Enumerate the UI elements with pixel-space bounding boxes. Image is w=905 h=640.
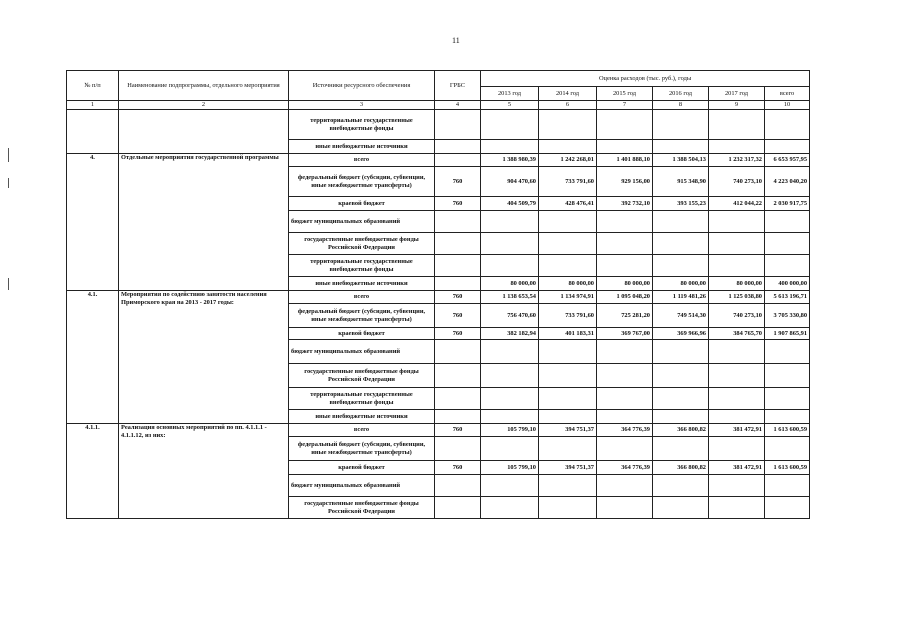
year-value bbox=[709, 437, 765, 461]
year-value: 80 000,00 bbox=[539, 277, 597, 291]
year-value bbox=[597, 340, 653, 364]
grbs-code bbox=[435, 388, 481, 410]
year-value bbox=[481, 364, 539, 388]
column-number: 4 bbox=[435, 101, 481, 110]
year-value: 749 514,30 bbox=[653, 304, 709, 328]
total-value: 400 000,00 bbox=[765, 277, 810, 291]
grbs-code bbox=[435, 497, 481, 519]
year-value: 80 000,00 bbox=[481, 277, 539, 291]
row-title: Реализация основных мероприятий по пп. 4.1.1.1 - 4.1.1.12, из них: bbox=[119, 424, 289, 519]
year-value: 105 799,10 bbox=[481, 461, 539, 475]
year-value: 381 472,91 bbox=[709, 461, 765, 475]
funding-source: территориальные государственные внебюджетные фонды bbox=[289, 255, 435, 277]
year-value: 1 134 974,91 bbox=[539, 291, 597, 304]
year-value bbox=[597, 110, 653, 140]
column-number: 10 bbox=[765, 101, 810, 110]
header-year: 2015 год bbox=[597, 87, 653, 101]
header-year: 2013 год bbox=[481, 87, 539, 101]
grbs-code bbox=[435, 340, 481, 364]
column-number: 5 bbox=[481, 101, 539, 110]
year-value bbox=[481, 388, 539, 410]
grbs-code: 760 bbox=[435, 461, 481, 475]
funding-source: краевой бюджет bbox=[289, 197, 435, 211]
total-value bbox=[765, 475, 810, 497]
year-value bbox=[653, 364, 709, 388]
year-value bbox=[709, 388, 765, 410]
funding-source: территориальные государственные внебюджетные фонды bbox=[289, 388, 435, 410]
funding-source: краевой бюджет bbox=[289, 461, 435, 475]
funding-source: иные внебюджетные источники bbox=[289, 410, 435, 424]
year-value bbox=[709, 255, 765, 277]
year-value: 364 776,39 bbox=[597, 424, 653, 437]
grbs-code bbox=[435, 154, 481, 167]
funding-source: краевой бюджет bbox=[289, 328, 435, 340]
year-value: 80 000,00 bbox=[653, 277, 709, 291]
year-value: 394 751,37 bbox=[539, 461, 597, 475]
year-value bbox=[539, 437, 597, 461]
year-value bbox=[481, 437, 539, 461]
total-value: 2 030 917,75 bbox=[765, 197, 810, 211]
expenditure-table bbox=[66, 70, 810, 519]
row-number: 4. bbox=[67, 154, 119, 291]
year-value bbox=[597, 140, 653, 154]
year-value: 381 472,91 bbox=[709, 424, 765, 437]
year-value: 904 470,60 bbox=[481, 167, 539, 197]
margin-mark bbox=[8, 178, 9, 188]
year-value bbox=[539, 140, 597, 154]
funding-source: иные внебюджетные источники bbox=[289, 277, 435, 291]
year-value: 1 125 038,80 bbox=[709, 291, 765, 304]
year-value: 756 470,60 bbox=[481, 304, 539, 328]
year-value bbox=[597, 364, 653, 388]
year-value: 401 183,31 bbox=[539, 328, 597, 340]
funding-source: всего bbox=[289, 291, 435, 304]
header-year: 2014 год bbox=[539, 87, 597, 101]
year-value bbox=[539, 255, 597, 277]
year-value bbox=[539, 410, 597, 424]
funding-source: иные внебюджетные источники bbox=[289, 140, 435, 154]
grbs-code bbox=[435, 410, 481, 424]
year-value bbox=[539, 364, 597, 388]
year-value bbox=[653, 233, 709, 255]
grbs-code bbox=[435, 437, 481, 461]
funding-source: федеральный бюджет (субсидии, субвенции, иные межбюджетные трансферты) bbox=[289, 304, 435, 328]
year-value bbox=[597, 233, 653, 255]
column-number: 6 bbox=[539, 101, 597, 110]
grbs-code bbox=[435, 233, 481, 255]
year-value: 412 044,22 bbox=[709, 197, 765, 211]
year-value: 393 155,23 bbox=[653, 197, 709, 211]
year-value: 80 000,00 bbox=[597, 277, 653, 291]
column-number: 9 bbox=[709, 101, 765, 110]
year-value: 105 799,10 bbox=[481, 424, 539, 437]
year-value: 369 767,00 bbox=[597, 328, 653, 340]
total-value bbox=[765, 497, 810, 519]
year-value: 740 273,10 bbox=[709, 304, 765, 328]
year-value: 915 348,90 bbox=[653, 167, 709, 197]
year-value bbox=[481, 340, 539, 364]
year-value: 1 388 504,13 bbox=[653, 154, 709, 167]
grbs-code bbox=[435, 255, 481, 277]
grbs-code bbox=[435, 110, 481, 140]
year-value: 1 095 048,20 bbox=[597, 291, 653, 304]
column-number: 7 bbox=[597, 101, 653, 110]
year-value bbox=[709, 110, 765, 140]
grbs-code bbox=[435, 211, 481, 233]
table-row bbox=[67, 291, 810, 304]
year-value bbox=[539, 497, 597, 519]
grbs-code: 760 bbox=[435, 304, 481, 328]
row-number: 4.1. bbox=[67, 291, 119, 424]
total-value bbox=[765, 233, 810, 255]
funding-source: всего bbox=[289, 154, 435, 167]
year-value: 392 732,10 bbox=[597, 197, 653, 211]
year-value bbox=[481, 497, 539, 519]
grbs-code bbox=[435, 364, 481, 388]
year-value bbox=[597, 497, 653, 519]
year-value: 740 273,10 bbox=[709, 167, 765, 197]
year-value bbox=[539, 475, 597, 497]
year-value: 364 776,39 bbox=[597, 461, 653, 475]
year-value bbox=[709, 233, 765, 255]
header-total: всего bbox=[765, 87, 810, 101]
year-value bbox=[597, 255, 653, 277]
page-number: 11 bbox=[452, 36, 460, 45]
row-title: Мероприятия по содействию занятости населения Приморского края на 2013 - 2017 годы: bbox=[119, 291, 289, 424]
column-number: 1 bbox=[67, 101, 119, 110]
year-value: 1 242 268,01 bbox=[539, 154, 597, 167]
year-value bbox=[539, 233, 597, 255]
year-value bbox=[653, 497, 709, 519]
total-value bbox=[765, 410, 810, 424]
year-value bbox=[653, 388, 709, 410]
year-value: 394 751,37 bbox=[539, 424, 597, 437]
year-value bbox=[481, 211, 539, 233]
funding-source: бюджет муниципальных образований bbox=[289, 340, 435, 364]
header-number: № п/п bbox=[67, 71, 119, 101]
margin-mark bbox=[8, 148, 9, 162]
year-value: 369 966,96 bbox=[653, 328, 709, 340]
column-number: 2 bbox=[119, 101, 289, 110]
total-value bbox=[765, 110, 810, 140]
year-value bbox=[539, 110, 597, 140]
year-value: 366 800,82 bbox=[653, 461, 709, 475]
year-value bbox=[653, 475, 709, 497]
year-value bbox=[597, 475, 653, 497]
year-value bbox=[481, 410, 539, 424]
table-row bbox=[67, 424, 810, 437]
header-estimate: Оценка расходов (тыс. руб.), годы bbox=[481, 71, 810, 87]
year-value bbox=[539, 340, 597, 364]
year-value bbox=[481, 475, 539, 497]
year-value: 428 476,41 bbox=[539, 197, 597, 211]
year-value: 1 401 888,10 bbox=[597, 154, 653, 167]
year-value bbox=[481, 233, 539, 255]
row-title bbox=[119, 110, 289, 154]
table-row bbox=[67, 154, 810, 167]
year-value: 366 800,82 bbox=[653, 424, 709, 437]
year-value: 382 182,94 bbox=[481, 328, 539, 340]
funding-source: бюджет муниципальных образований bbox=[289, 211, 435, 233]
year-value bbox=[653, 255, 709, 277]
year-value bbox=[539, 388, 597, 410]
year-value bbox=[709, 410, 765, 424]
table-row bbox=[67, 110, 810, 140]
funding-source: всего bbox=[289, 424, 435, 437]
funding-source: территориальные государственные внебюджетные фонды bbox=[289, 110, 435, 140]
year-value bbox=[653, 110, 709, 140]
header-year: 2016 год bbox=[653, 87, 709, 101]
year-value: 384 765,70 bbox=[709, 328, 765, 340]
year-value: 1 119 481,26 bbox=[653, 291, 709, 304]
year-value bbox=[709, 475, 765, 497]
year-value bbox=[709, 140, 765, 154]
total-value bbox=[765, 437, 810, 461]
year-value: 1 138 653,54 bbox=[481, 291, 539, 304]
funding-source: федеральный бюджет (субсидии, субвенции, иные межбюджетные трансферты) bbox=[289, 167, 435, 197]
year-value bbox=[597, 211, 653, 233]
total-value bbox=[765, 388, 810, 410]
grbs-code bbox=[435, 140, 481, 154]
total-value: 5 613 196,71 bbox=[765, 291, 810, 304]
year-value bbox=[597, 437, 653, 461]
grbs-code: 760 bbox=[435, 424, 481, 437]
header-grbs: ГРБС bbox=[435, 71, 481, 101]
year-value: 80 000,00 bbox=[709, 277, 765, 291]
total-value bbox=[765, 364, 810, 388]
year-value bbox=[481, 140, 539, 154]
column-number: 8 bbox=[653, 101, 709, 110]
grbs-code: 760 bbox=[435, 197, 481, 211]
year-value: 929 156,00 bbox=[597, 167, 653, 197]
total-value bbox=[765, 255, 810, 277]
year-value: 725 281,20 bbox=[597, 304, 653, 328]
grbs-code: 760 bbox=[435, 291, 481, 304]
total-value: 3 705 330,80 bbox=[765, 304, 810, 328]
grbs-code bbox=[435, 475, 481, 497]
year-value bbox=[653, 340, 709, 364]
year-value: 1 232 317,32 bbox=[709, 154, 765, 167]
year-value bbox=[709, 497, 765, 519]
total-value bbox=[765, 140, 810, 154]
funding-source: федеральный бюджет (субсидии, субвенции, иные межбюджетные трансферты) bbox=[289, 437, 435, 461]
year-value: 1 388 980,39 bbox=[481, 154, 539, 167]
header-year: 2017 год bbox=[709, 87, 765, 101]
total-value: 1 907 865,91 bbox=[765, 328, 810, 340]
total-value bbox=[765, 340, 810, 364]
year-value: 733 791,60 bbox=[539, 167, 597, 197]
column-number: 3 bbox=[289, 101, 435, 110]
funding-source: государственные внебюджетные фонды Российской Федерации bbox=[289, 364, 435, 388]
total-value: 4 223 040,20 bbox=[765, 167, 810, 197]
year-value bbox=[539, 211, 597, 233]
grbs-code: 760 bbox=[435, 167, 481, 197]
funding-source: государственные внебюджетные фонды Российской Федерации bbox=[289, 497, 435, 519]
year-value bbox=[481, 110, 539, 140]
year-value: 404 509,79 bbox=[481, 197, 539, 211]
total-value bbox=[765, 211, 810, 233]
total-value: 1 613 600,59 bbox=[765, 461, 810, 475]
funding-source: бюджет муниципальных образований bbox=[289, 475, 435, 497]
year-value bbox=[709, 340, 765, 364]
margin-mark bbox=[8, 278, 9, 290]
year-value bbox=[653, 211, 709, 233]
year-value bbox=[597, 388, 653, 410]
year-value bbox=[481, 255, 539, 277]
row-number bbox=[67, 110, 119, 154]
header-source: Источники ресурсного обеспечения bbox=[289, 71, 435, 101]
year-value bbox=[653, 140, 709, 154]
header-name: Наименование подпрограммы, отдельного мероприятия bbox=[119, 71, 289, 101]
total-value: 6 653 957,95 bbox=[765, 154, 810, 167]
row-title: Отдельные мероприятия государственной программы bbox=[119, 154, 289, 291]
year-value: 733 791,60 bbox=[539, 304, 597, 328]
year-value bbox=[653, 410, 709, 424]
year-value bbox=[597, 410, 653, 424]
year-value bbox=[709, 211, 765, 233]
year-value bbox=[709, 364, 765, 388]
funding-source: государственные внебюджетные фонды Российской Федерации bbox=[289, 233, 435, 255]
row-number: 4.1.1. bbox=[67, 424, 119, 519]
grbs-code bbox=[435, 277, 481, 291]
grbs-code: 760 bbox=[435, 328, 481, 340]
year-value bbox=[653, 437, 709, 461]
total-value: 1 613 600,59 bbox=[765, 424, 810, 437]
